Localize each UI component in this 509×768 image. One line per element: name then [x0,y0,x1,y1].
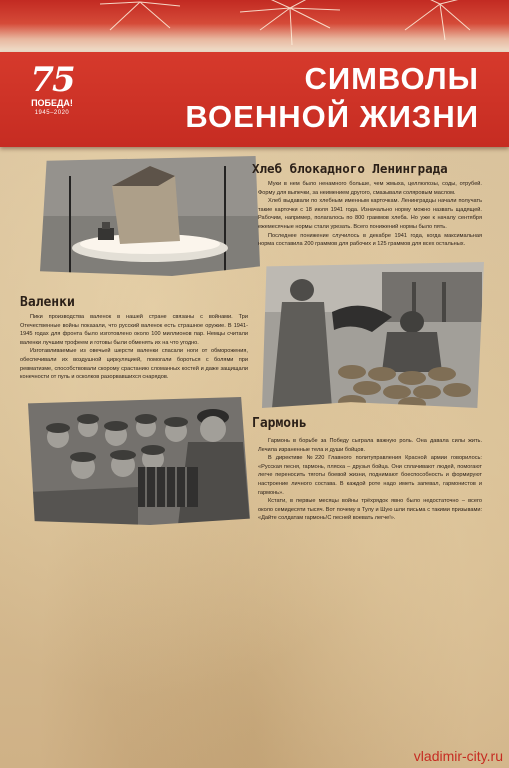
logo-years: 1945–2020 [34,110,70,116]
logo-word: ПОБЕДА! [31,98,73,108]
garmon-paragraph-1: Гармонь в борьбе за Победу сыграла важную роль. Она давала силы жить. Лечила израненные тела и души бойцов. [258,438,482,453]
fireworks-decoration [0,0,509,52]
page-title-line1: СИМВОЛЫ [304,61,479,96]
valenki-paragraph-2: Изготавливаемые из овечьей шерсти валенки спасали ноги от обморожения, обеспечивали их воздушной циркуляцией, помогали бороться с болями при ревматизме, способствовали скорому срастанию сломанных костей и даже защищали конечности от пуль и осколков разорвавшихся снарядов. [20,348,248,381]
harmonica-illustration [28,397,250,525]
bread-ration-illustration [40,156,260,276]
garmon-paragraph-3: Кстати, в первые месяцы войны трёхрядок явно было недостаточно – всего около семидесяти тысяч. Вот почему в Тулу и Шую шли письма с такими призывами: «Дайте солдатам гармонь!С песней воевать легче!». [258,498,482,522]
valenki-title: Валенки [20,295,75,310]
fireworks-strip [0,0,509,52]
valenki-paragraph-1: Пики производства валенок в нашей стране связаны с войнами. Три Отечественные войны показали, что русский валенок есть страшное оружие. В 1941-1945 годах для фронта было изготовлено около 100 миллионов пар. Немцы считали валенки лучшим трофеем и готовы были обменять их на что угодно. [20,314,248,346]
page-title-line2: ВОЕННОЙ ЖИЗНИ [185,99,479,134]
bread-paragraph-1: Муки в нем было ненамного больше, чем жмыха, целлюлозы, соды, отрубей. Форму для выпечки, за неимением другого, смазывали соляровым маслом. [258,181,482,196]
garmon-paragraph-2: В директиве №220 Главного политуправления Красной армии говорилось: «Русская песня, гармонь, пляска – друзья бойца. Они сплачивают людей, помогают легче переносить тяготы боевой жизни, поднимают боеспособность и формируют настроение личного состава. В каждой роте надо иметь запевал, гармонистов и гармонь». [258,455,482,496]
bread-paragraph-2: Хлеб выдавали по хлебным именным карточкам. Ленинградцы начали получать такие карточки с 18 июля 1941 года. Изначально норму можно назвать щадящей. Рабочим, например, полагалось по 800 граммов хлеба. Но уже к началу сентября ежемесячные нормы стали урезать. Всего понижений нормы было пять. [258,198,482,230]
garmon-text [258,437,482,523]
bread-paragraph-3: Последнее понижение случилось в декабре 1941 года, когда максимальная норма составила 200 граммов для рабочих и 125 граммов для всех остальных. [258,232,482,248]
site-watermark: vladimir-city.ru [413,748,503,764]
bread-title: Хлеб блокадного Ленинграда [252,161,448,176]
garmon-title: Гармонь [252,416,307,431]
bread-ration-photo [40,156,260,276]
bread-text [258,180,482,249]
title-banner [0,52,509,147]
soldiers-valenki-photo [262,262,484,408]
soldiers-harmonica-photo [28,397,250,525]
victory-75-logo [22,62,82,134]
logo-number: 75 [30,60,74,100]
page-title [149,60,479,136]
soldiers-illustration [262,262,484,408]
valenki-text [20,313,248,382]
